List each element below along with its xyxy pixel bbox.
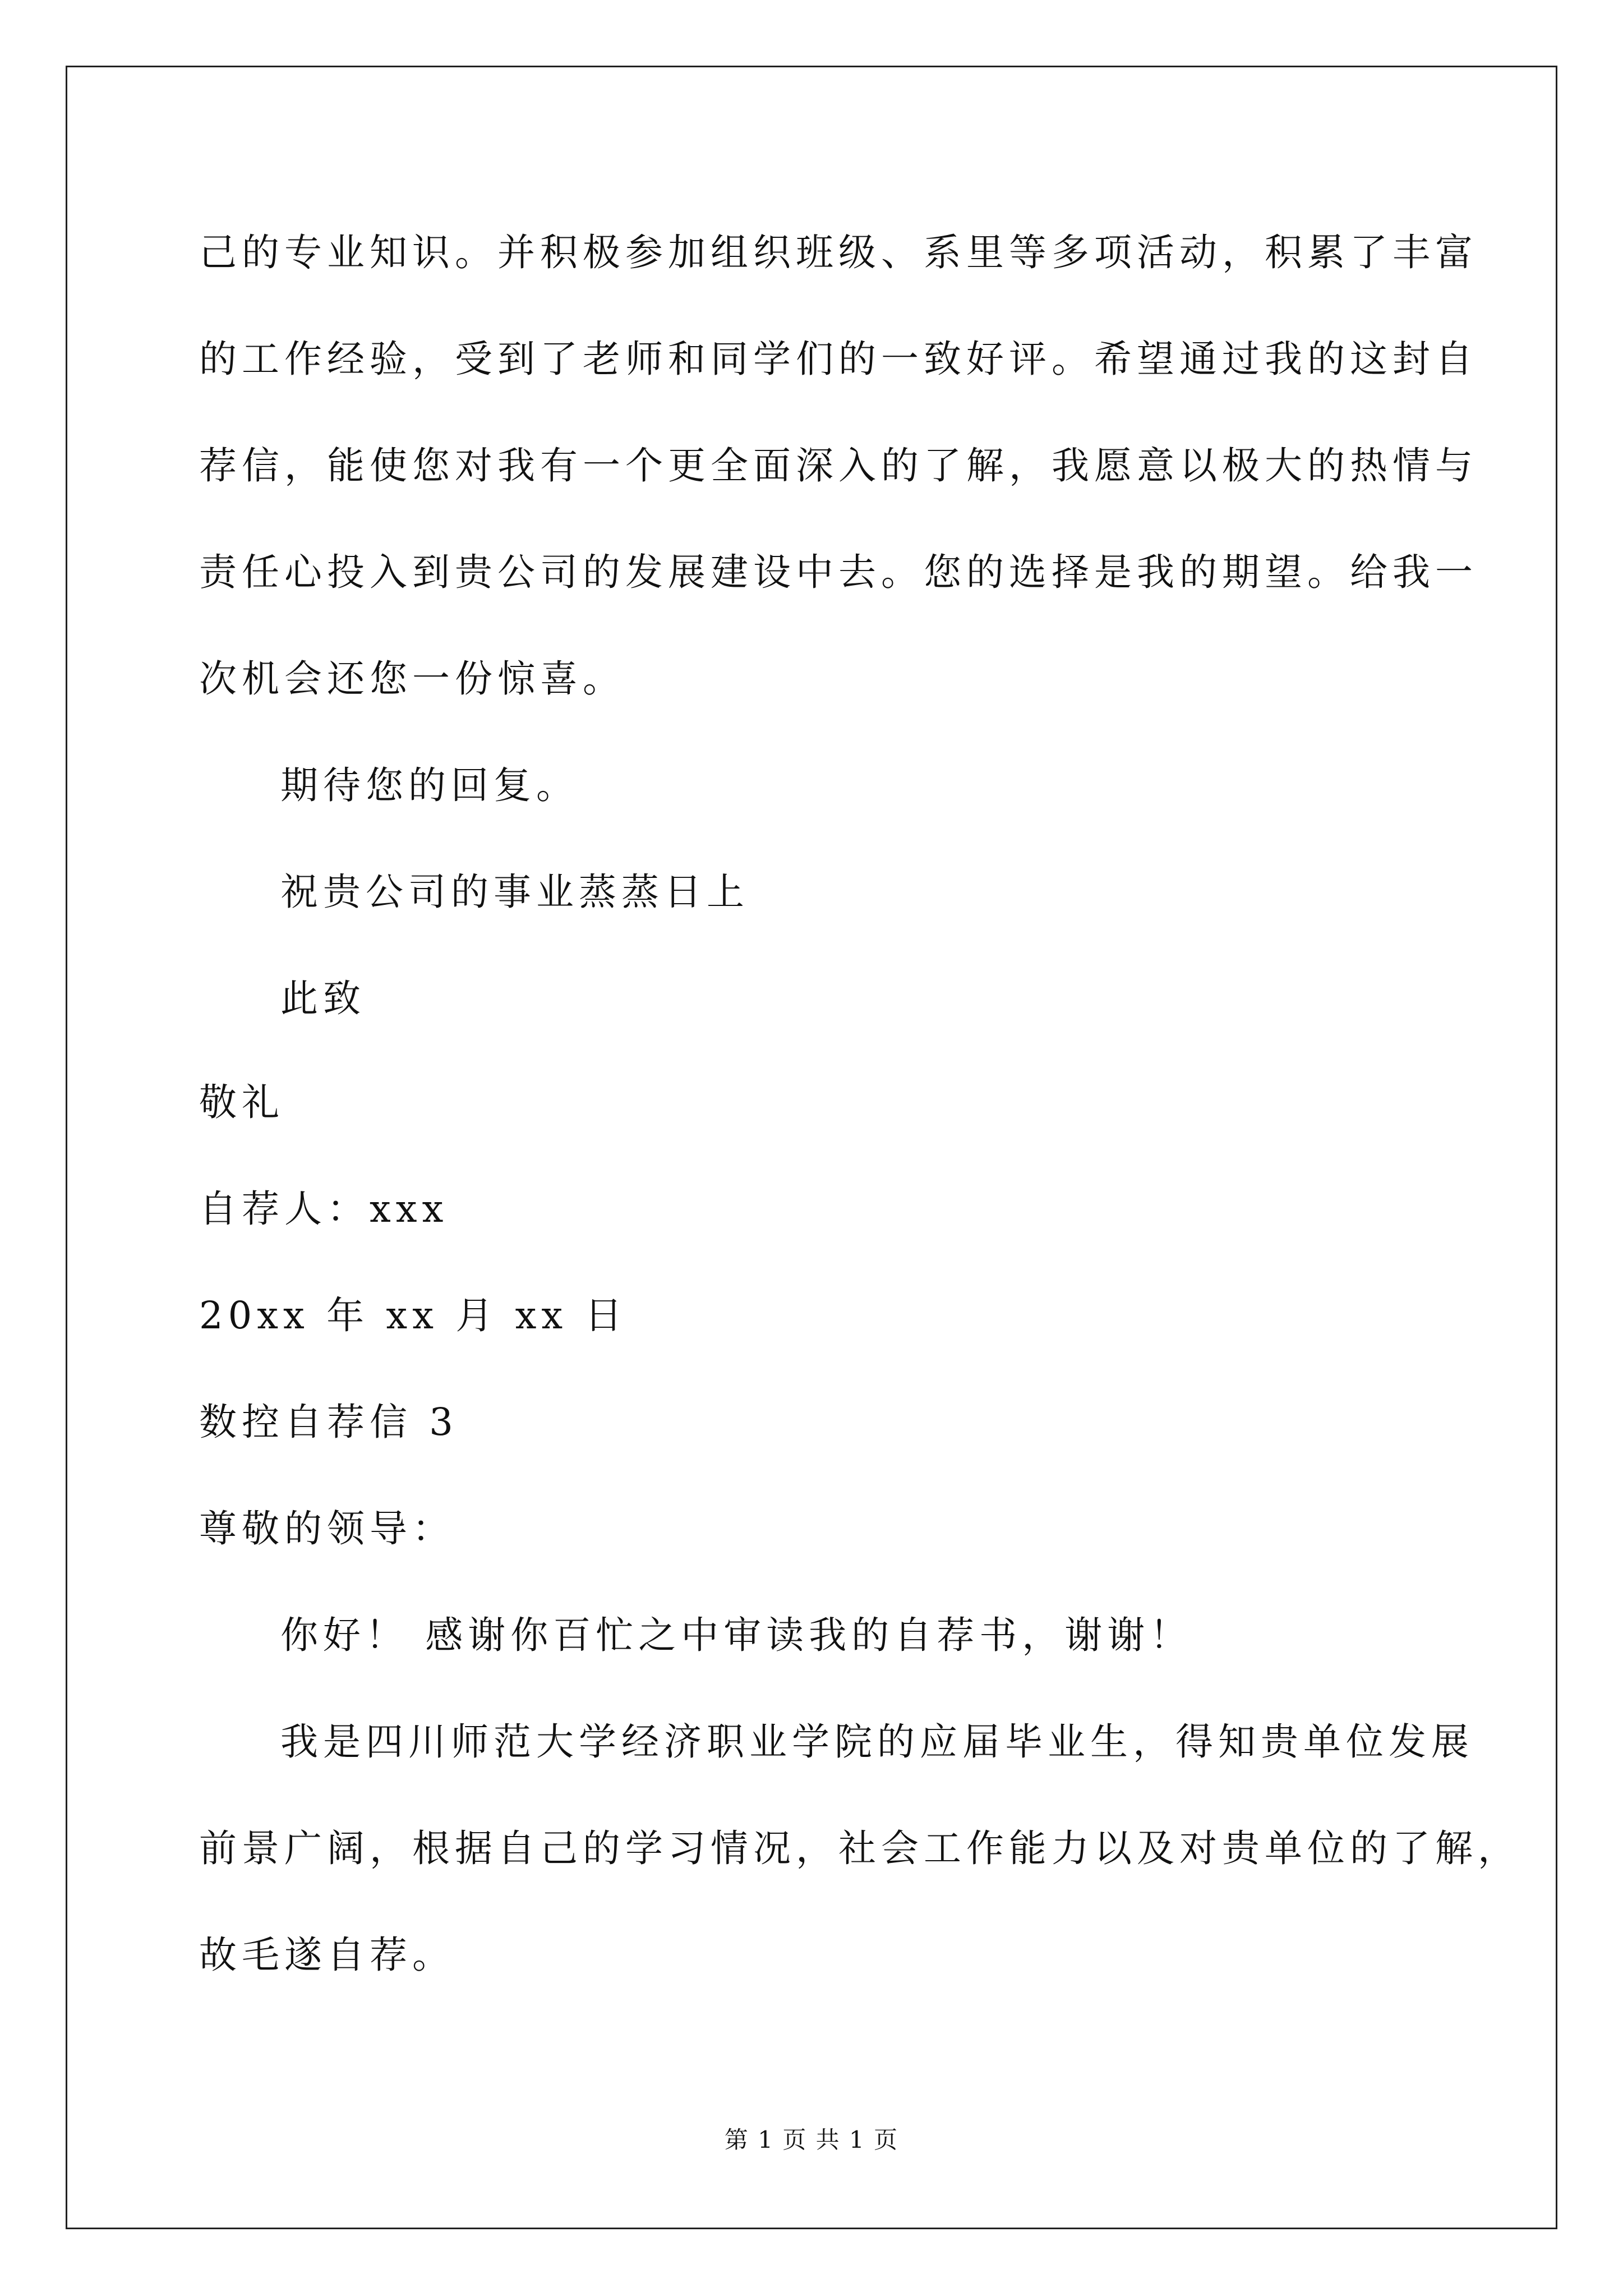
section-title: 数控自荐信 3 [199,1400,458,1444]
paragraph-line: 荐信，能使您对我有一个更全面深入的了解，我愿意以极大的热情与 [199,444,1478,487]
date: 20xx 年 xx 月 xx 日 [199,1294,628,1337]
paragraph-line: 责任心投入到贵公司的发展建设中去。您的选择是我的期望。给我一 [199,550,1478,594]
salutation: 尊敬的领导： [199,1507,455,1550]
page-footer: 第 1 页 共 1 页 [724,2126,899,2154]
paragraph-line: 己的专业知识。并积极参加组织班级、系里等多项活动，积累了丰富 [199,231,1478,274]
closing-line: 此致 [280,977,366,1020]
greeting: 你好！ 感谢你百忙之中审读我的自荐书，谢谢！ [280,1613,1193,1657]
page-border [66,66,1557,2229]
closing-line: 祝贵公司的事业蒸蒸日上 [280,870,749,914]
closing-line: 期待您的回复。 [280,763,579,807]
paragraph-line: 次机会还您一份惊喜。 [199,657,625,701]
paragraph-line: 前景广阔，根据自己的学习情况，社会工作能力以及对贵单位的了解， [199,1826,1520,1870]
paragraph-line: 的工作经验，受到了老师和同学们的一致好评。希望通过我的这封自 [199,337,1478,381]
paragraph-line: 我是四川师范大学经济职业学院的应届毕业生，得知贵单位发展 [280,1720,1474,1764]
signer: 自荐人：xxx [199,1187,449,1231]
closing-line: 敬礼 [199,1080,284,1124]
paragraph-line: 故毛遂自荐。 [199,1933,455,1977]
